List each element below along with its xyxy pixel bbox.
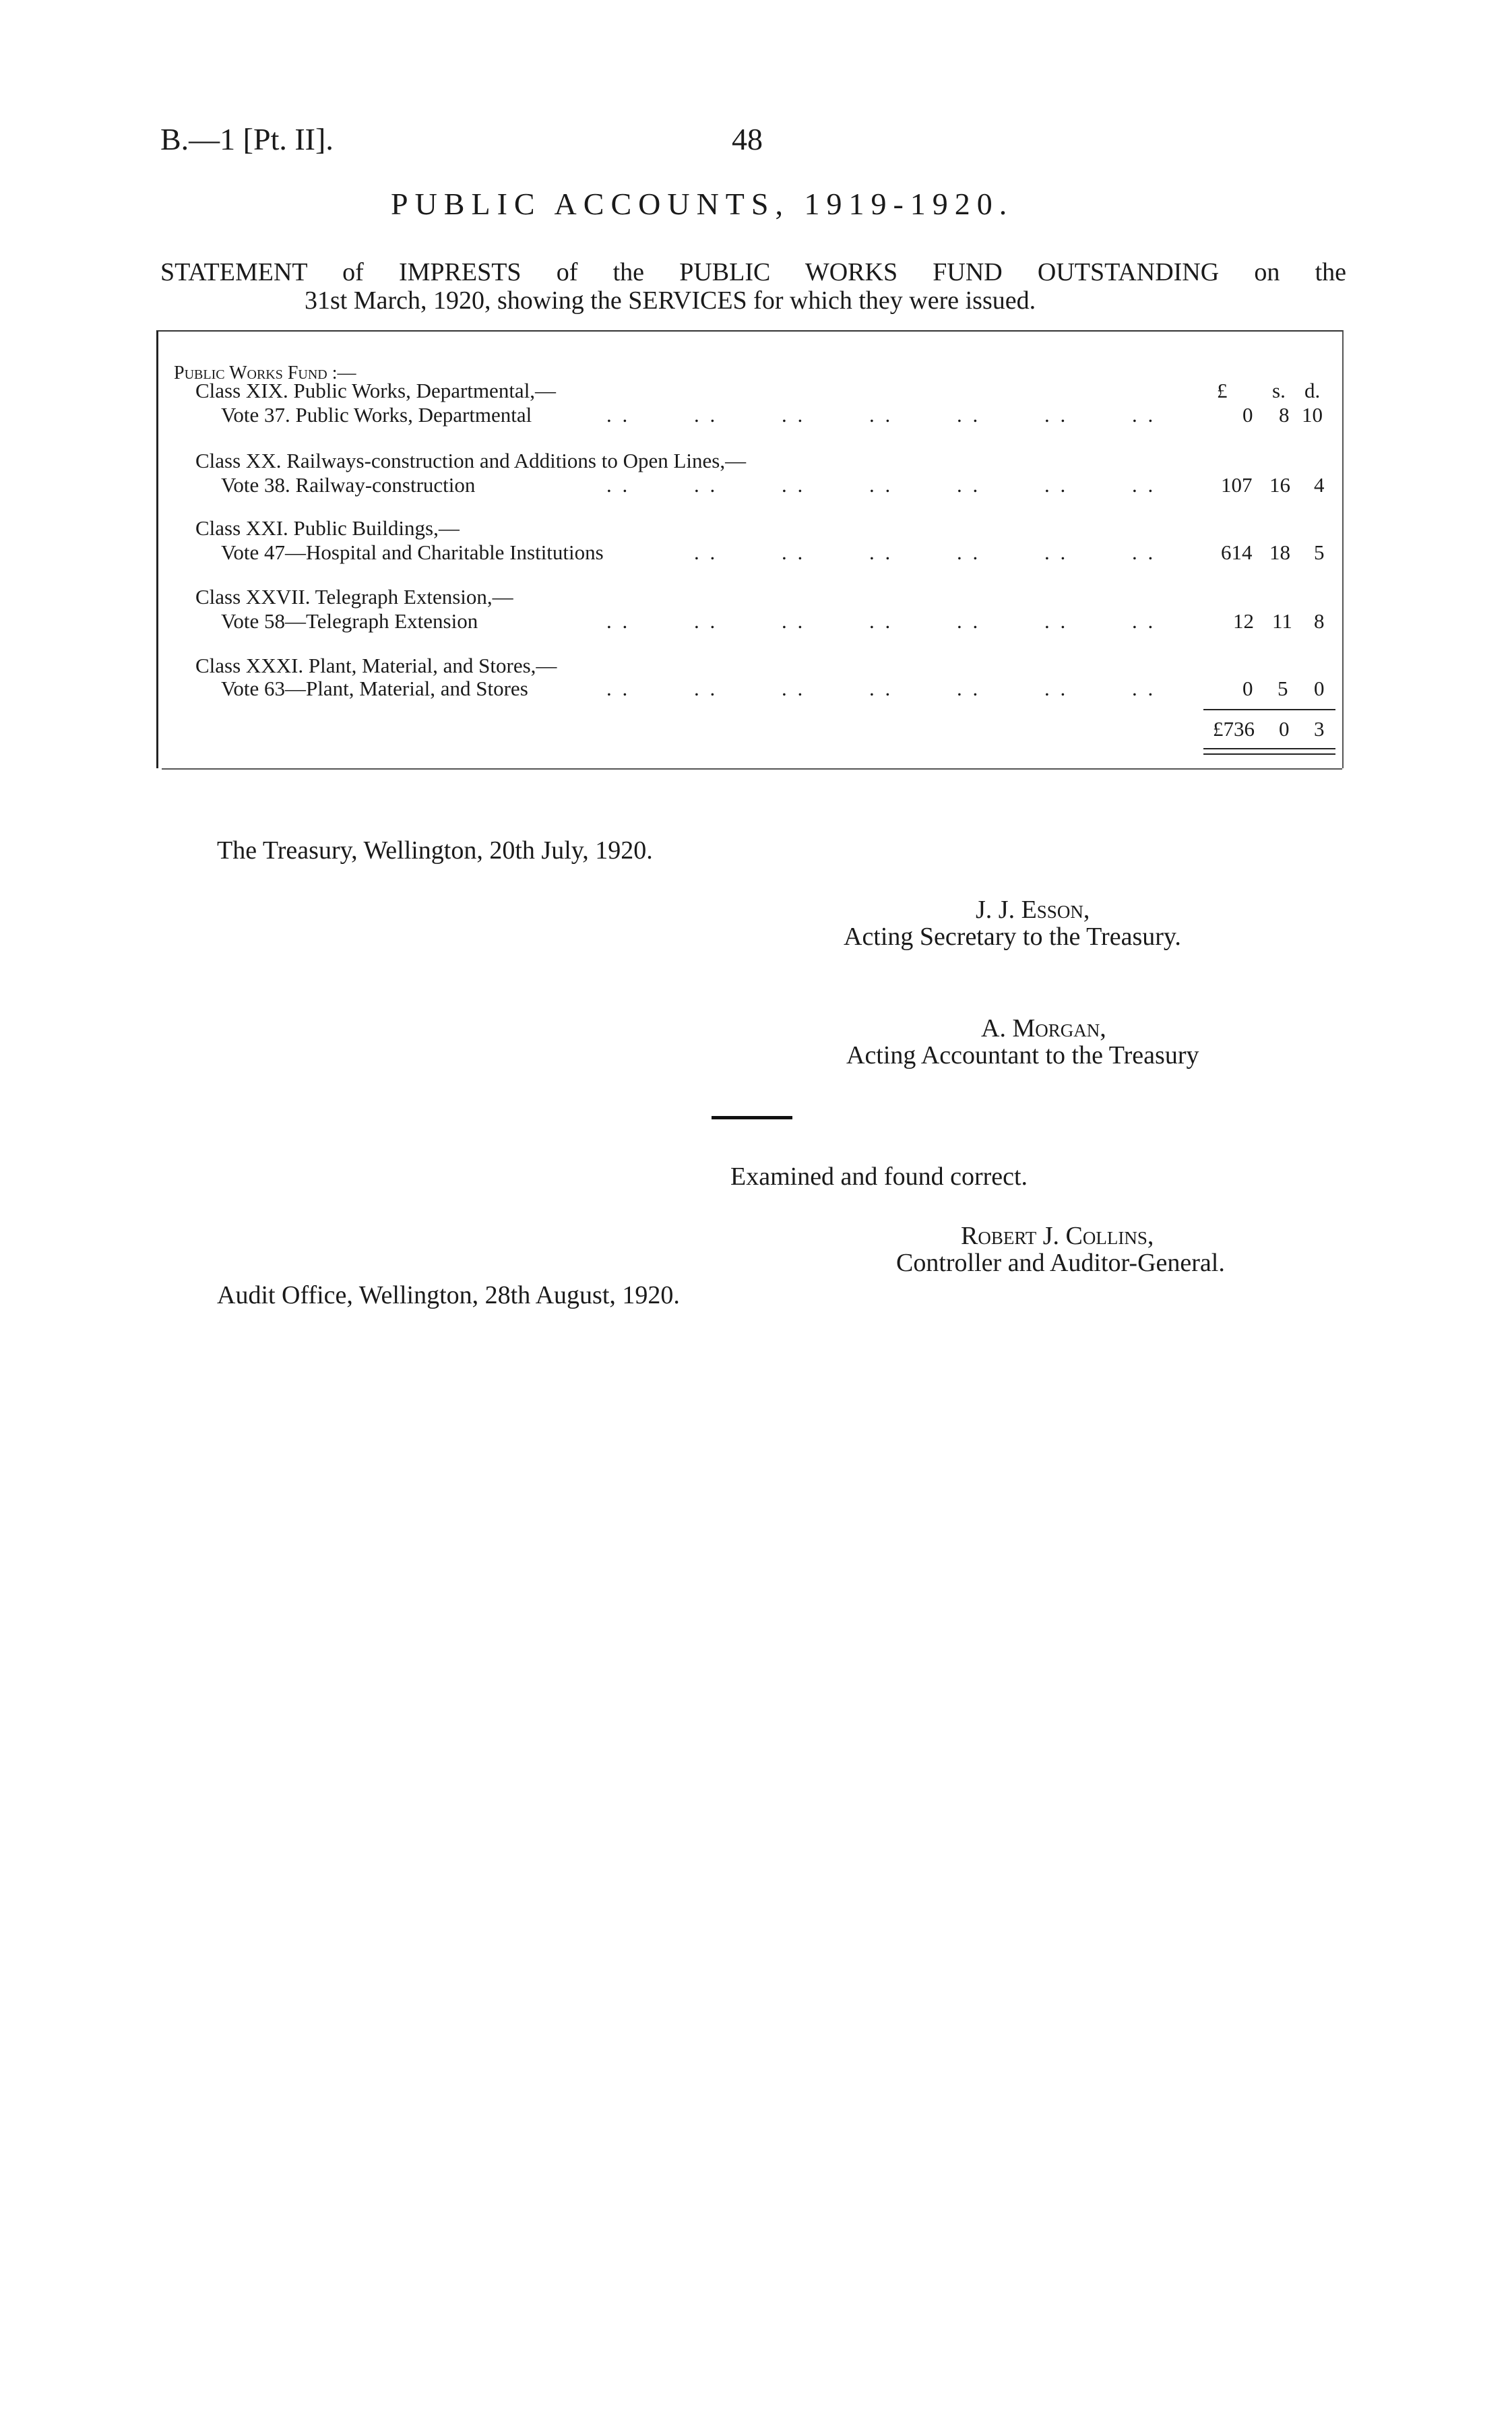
- class-label: Class XXXI. Plant, Material, and Stores,—: [195, 654, 557, 677]
- pounds-value: 12: [1233, 609, 1254, 633]
- auditor-name: Robert J. Collins,: [961, 1222, 1154, 1250]
- pounds-value: 0: [1242, 677, 1253, 700]
- pence-value: 10: [1302, 403, 1323, 427]
- total-double-rule: [1203, 753, 1335, 755]
- class-label: Class XIX. Public Works, Departmental,—: [195, 379, 557, 402]
- section-divider: [712, 1116, 792, 1119]
- total-double-rule: [1203, 748, 1335, 749]
- statement-line-2: 31st March, 1920, showing the SERVICES for which they were issued.: [305, 286, 1036, 315]
- document-reference: B.—1 [Pt. II].: [160, 122, 334, 156]
- shillings-value: 5: [1278, 677, 1288, 700]
- page-number: 48: [732, 122, 763, 156]
- treasury-location-date: The Treasury, Wellington, 20th July, 1920.: [217, 836, 653, 865]
- total-pence: 3: [1314, 717, 1325, 741]
- total-shillings: 0: [1279, 717, 1290, 741]
- pounds-header: £: [1217, 379, 1228, 402]
- pounds-value: 614: [1221, 540, 1253, 564]
- class-label: Class XXVII. Telegraph Extension,—: [195, 585, 513, 609]
- total-rule: [1203, 709, 1335, 710]
- class-label: Class XXI. Public Buildings,—: [195, 516, 460, 540]
- shillings-header: s.: [1272, 379, 1286, 402]
- vote-label: Vote 37. Public Works, Departmental: [221, 403, 532, 427]
- statement-line-1: STATEMENT of IMPRESTS of the PUBLIC WORKS FUND OUTSTANDING on the: [160, 258, 1346, 286]
- auditor-title: Controller and Auditor-General.: [896, 1249, 1225, 1277]
- pounds-value: 107: [1221, 473, 1253, 497]
- vote-label: Vote 58—Telegraph Extension: [221, 609, 478, 633]
- secretary-name: J. J. Esson,: [976, 896, 1090, 924]
- pence-value: 4: [1314, 473, 1325, 497]
- total-pounds: £736: [1213, 717, 1255, 741]
- page-title: PUBLIC ACCOUNTS, 1919-1920.: [391, 187, 1014, 221]
- vote-label: Vote 47—Hospital and Charitable Institutions: [221, 540, 604, 564]
- pence-value: 8: [1314, 609, 1325, 633]
- accountant-name: A. Morgan,: [981, 1014, 1106, 1043]
- shillings-value: 8: [1279, 403, 1290, 427]
- table-bottom-rule: [162, 768, 1342, 770]
- pence-value: 5: [1314, 540, 1325, 564]
- audit-location-date: Audit Office, Wellington, 28th August, 1920.: [217, 1281, 680, 1309]
- secretary-title: Acting Secretary to the Treasury.: [844, 923, 1181, 951]
- shillings-value: 11: [1272, 609, 1292, 633]
- vote-label: Vote 63—Plant, Material, and Stores: [221, 677, 528, 700]
- class-label: Class XX. Railways-construction and Additions to Open Lines,—: [195, 449, 747, 472]
- examined-statement: Examined and found correct.: [730, 1162, 1028, 1191]
- fund-heading: Public Works Fund :—: [174, 363, 356, 383]
- pounds-value: 0: [1242, 403, 1253, 427]
- vote-label: Vote 38. Railway-construction: [221, 473, 476, 497]
- shillings-value: 16: [1269, 473, 1290, 497]
- pence-header: d.: [1304, 379, 1321, 402]
- pence-value: 0: [1314, 677, 1325, 700]
- shillings-value: 18: [1269, 540, 1290, 564]
- accountant-title: Acting Accountant to the Treasury: [846, 1041, 1199, 1069]
